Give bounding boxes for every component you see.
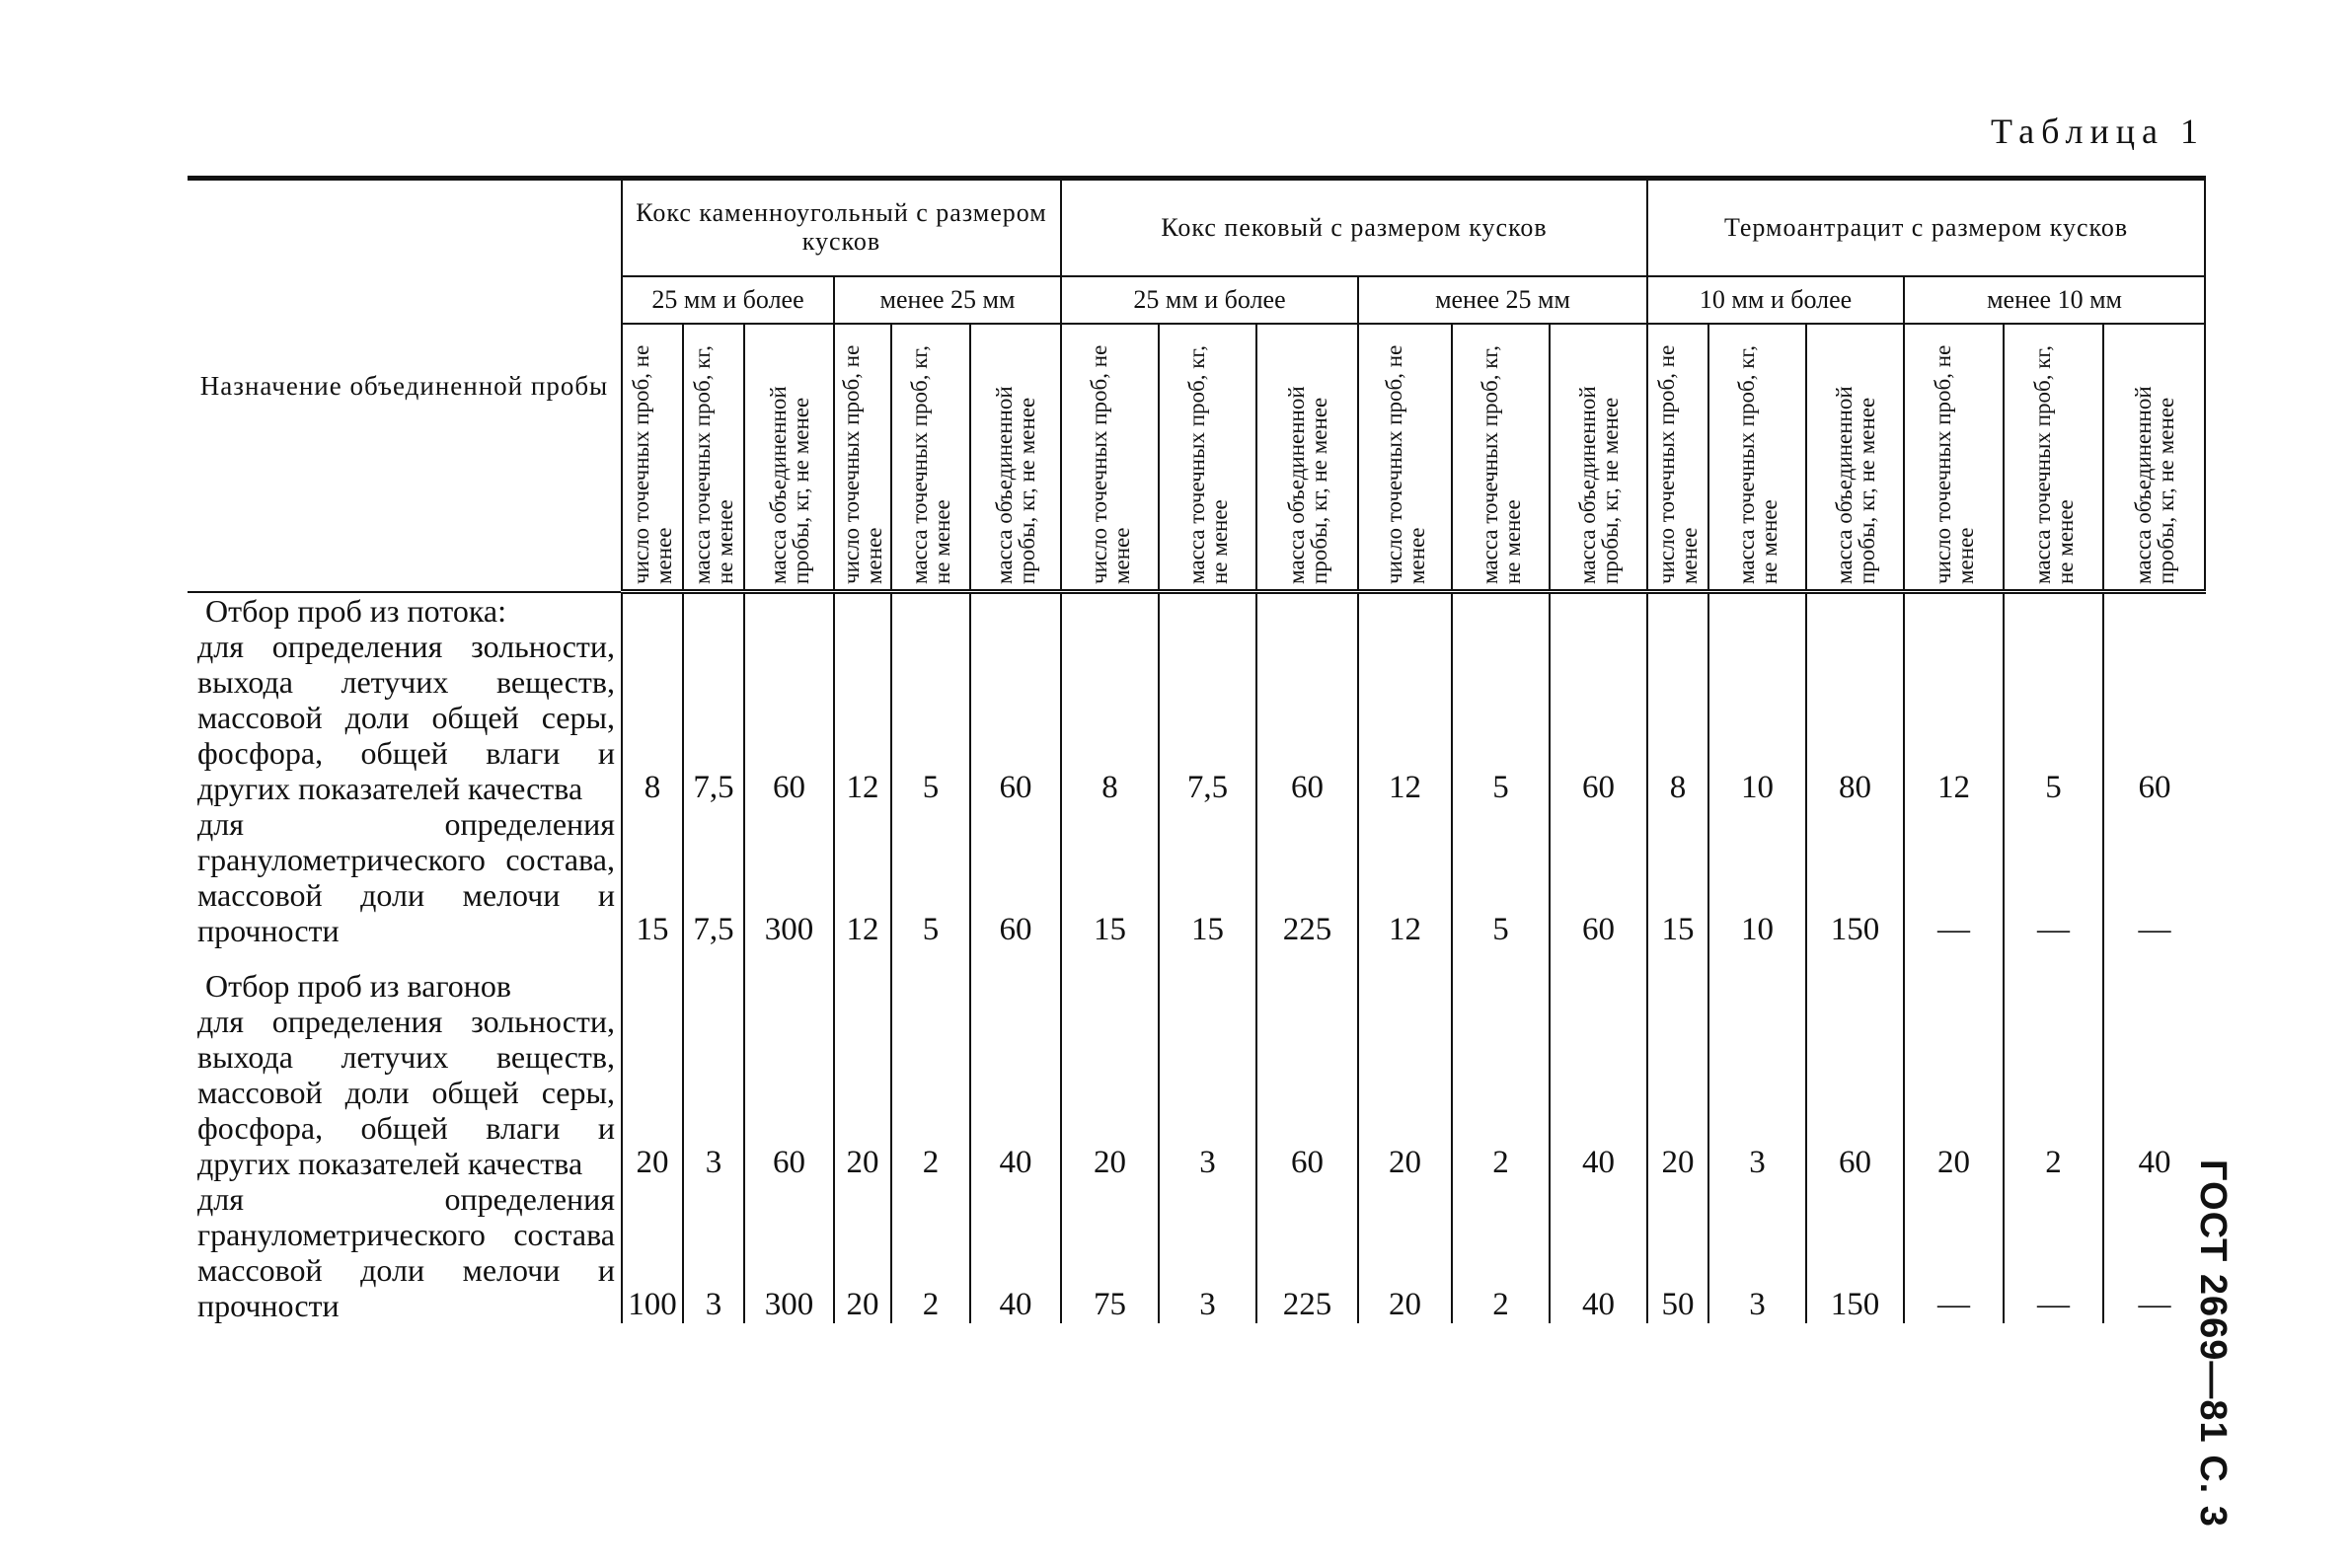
value-cell: 12 (1358, 629, 1452, 806)
empty-cell (1550, 948, 1647, 968)
value-cell: 60 (1550, 629, 1647, 806)
value-cell: 60 (744, 629, 834, 806)
value-cell: 20 (1358, 1004, 1452, 1181)
empty-cell (622, 948, 683, 968)
value-cell: 225 (1256, 806, 1358, 948)
value-cell: 60 (970, 806, 1061, 948)
value-cell: 300 (744, 806, 834, 948)
param-header-text: число точечных проб, не менее (1086, 344, 1134, 584)
value-cell: 5 (1452, 629, 1550, 806)
param-header (1708, 324, 1806, 592)
empty-cell (622, 592, 683, 629)
empty-cell (970, 592, 1061, 629)
empty-cell (2103, 968, 2205, 1004)
value-cell: 40 (2103, 1004, 2205, 1181)
empty-cell (1647, 968, 1708, 1004)
empty-cell (1708, 948, 1806, 968)
param-header (1806, 324, 1904, 592)
value-cell: 3 (1708, 1181, 1806, 1323)
size-header: менее 25 мм (1358, 276, 1647, 324)
section-heading (188, 968, 622, 1004)
table-row (188, 1004, 2205, 1181)
value-cell: 5 (891, 629, 970, 806)
empty-cell (2004, 592, 2103, 629)
empty-cell (1452, 968, 1550, 1004)
param-header (1358, 324, 1452, 592)
empty-cell (970, 968, 1061, 1004)
empty-cell (1256, 948, 1358, 968)
section-heading (188, 592, 622, 629)
value-cell: 150 (1806, 1181, 1904, 1323)
param-header (1256, 324, 1358, 592)
param-header-text: масса объединенной пробы, кг, не менее (992, 385, 1039, 584)
param-header-text: масса объединенной пробы, кг, не менее (2130, 385, 2178, 584)
value-cell: — (2103, 1181, 2205, 1323)
size-header: 10 мм и более (1647, 276, 1904, 324)
value-cell: 10 (1708, 806, 1806, 948)
param-header-text: масса объединенной пробы, кг, не менее (1283, 385, 1331, 584)
value-cell: 3 (1159, 1181, 1256, 1323)
empty-cell (834, 592, 891, 629)
value-cell: 2 (1452, 1181, 1550, 1323)
param-header-text: число точечных проб, не менее (839, 344, 886, 584)
param-header-text: число точечных проб, не менее (1930, 344, 1978, 584)
value-cell: 20 (1358, 1181, 1452, 1323)
value-cell: 15 (1647, 806, 1708, 948)
value-cell: 60 (2103, 629, 2205, 806)
empty-cell (744, 948, 834, 968)
empty-cell (891, 968, 970, 1004)
value-cell: — (1904, 806, 2004, 948)
param-header-text: масса точечных проб, кг, не менее (690, 344, 737, 584)
empty-cell (1159, 948, 1256, 968)
empty-cell (891, 948, 970, 968)
value-cell: 8 (1647, 629, 1708, 806)
empty-cell (834, 948, 891, 968)
param-header (1550, 324, 1647, 592)
param-header-text: масса точечных проб, кг, не менее (1733, 344, 1782, 584)
value-cell: 20 (1647, 1004, 1708, 1181)
value-cell: 3 (1159, 1004, 1256, 1181)
value-cell: 3 (1708, 1004, 1806, 1181)
group-header-thermoanthracite: Термоантрацит с размером кусков (1647, 179, 2205, 277)
name-header: Назначение объединенной пробы (188, 179, 622, 592)
empty-cell (1904, 968, 2004, 1004)
empty-cell (2103, 592, 2205, 629)
param-header-text: масса точечных проб, кг, не менее (907, 344, 954, 584)
section-heading-text: Отбор проб из потока: (205, 592, 506, 629)
empty-cell (970, 948, 1061, 968)
row-label: для определения зольности, выхода летучих веществ, массовой доли общей серы, фосфора, общей влаги и других показателей качества (197, 628, 615, 806)
row-label: для определения гранулометрического состава массовой доли мелочи и прочности (197, 1180, 615, 1323)
empty-cell (1358, 592, 1452, 629)
param-header (891, 324, 970, 592)
empty-cell (1904, 592, 2004, 629)
value-cell: 150 (1806, 806, 1904, 948)
value-cell: 3 (683, 1004, 744, 1181)
value-cell: 20 (622, 1004, 683, 1181)
param-header (834, 324, 891, 592)
value-cell: 12 (834, 806, 891, 948)
param-header-text: масса объединенной пробы, кг, не менее (765, 385, 813, 584)
empty-cell (1061, 948, 1159, 968)
table-row (188, 629, 2205, 806)
empty-cell (1550, 968, 1647, 1004)
value-cell: 15 (1159, 806, 1256, 948)
table-row (188, 806, 2205, 948)
value-cell: 80 (1806, 629, 1904, 806)
page-side-label: ГОСТ 2669—81 С. 3 (2192, 1159, 2234, 1528)
section-heading-text: Отбор проб из вагонов (205, 967, 511, 1004)
value-cell: 2 (891, 1181, 970, 1323)
empty-cell (1708, 968, 1806, 1004)
value-cell: 3 (683, 1181, 744, 1323)
empty-cell (744, 592, 834, 629)
empty-cell (1358, 968, 1452, 1004)
value-cell: 20 (834, 1004, 891, 1181)
value-cell: 7,5 (683, 629, 744, 806)
empty-cell (683, 948, 744, 968)
sampling-table (188, 176, 2206, 1323)
param-header (683, 324, 744, 592)
value-cell: 8 (1061, 629, 1159, 806)
value-cell: 5 (1452, 806, 1550, 948)
value-cell: 60 (1550, 806, 1647, 948)
value-cell: 20 (1061, 1004, 1159, 1181)
value-cell: 10 (1708, 629, 1806, 806)
row-label: для определения гранулометрического состава, массовой доли мелочи и прочности (197, 805, 615, 948)
empty-cell (1061, 592, 1159, 629)
empty-cell (744, 968, 834, 1004)
value-cell: 40 (970, 1004, 1061, 1181)
value-cell: — (2103, 806, 2205, 948)
empty-cell (1159, 592, 1256, 629)
size-header: 25 мм и более (622, 276, 834, 324)
param-header-text: масса точечных проб, кг, не менее (2029, 344, 2078, 584)
section-gap (188, 948, 2205, 968)
param-header-text: масса объединенной пробы, кг, не менее (1831, 385, 1879, 584)
value-cell: — (1904, 1181, 2004, 1323)
empty-cell (2004, 948, 2103, 968)
value-cell: — (2004, 806, 2103, 948)
param-header (622, 324, 683, 592)
empty-cell (1647, 948, 1708, 968)
empty-cell (2004, 968, 2103, 1004)
group-header-coal-coke: Кокс каменноугольный с размером кусков (622, 179, 1061, 277)
value-cell: 20 (834, 1181, 891, 1323)
empty-cell (1806, 592, 1904, 629)
value-cell: 5 (891, 806, 970, 948)
value-cell: 40 (1550, 1181, 1647, 1323)
empty-cell (1806, 948, 1904, 968)
value-cell: 40 (970, 1181, 1061, 1323)
empty-cell (188, 948, 622, 968)
value-cell: 300 (744, 1181, 834, 1323)
empty-cell (1806, 968, 1904, 1004)
empty-cell (1256, 968, 1358, 1004)
empty-cell (834, 968, 891, 1004)
param-header (970, 324, 1061, 592)
param-header (1159, 324, 1256, 592)
table-body (188, 592, 2205, 1323)
section-heading-row (188, 592, 2205, 629)
param-header-text: масса точечных проб, кг, не менее (1183, 344, 1232, 584)
value-cell: 100 (622, 1181, 683, 1323)
header-row-groups (188, 179, 2205, 277)
size-header: менее 10 мм (1904, 276, 2205, 324)
value-cell: 7,5 (683, 806, 744, 948)
empty-cell (1256, 592, 1358, 629)
param-header-text: масса объединенной пробы, кг, не менее (1574, 385, 1623, 584)
param-header (1904, 324, 2004, 592)
value-cell: 50 (1647, 1181, 1708, 1323)
value-cell: 12 (1358, 806, 1452, 948)
empty-cell (622, 968, 683, 1004)
empty-cell (891, 592, 970, 629)
group-header-pitch-coke: Кокс пековый с размером кусков (1061, 179, 1647, 277)
value-cell: 2 (891, 1004, 970, 1181)
empty-cell (1159, 968, 1256, 1004)
param-header (1061, 324, 1159, 592)
value-cell: 12 (834, 629, 891, 806)
empty-cell (2103, 948, 2205, 968)
empty-cell (683, 968, 744, 1004)
empty-cell (1550, 592, 1647, 629)
value-cell: 75 (1061, 1181, 1159, 1323)
param-header-text: число точечных проб, не менее (1654, 344, 1703, 584)
value-cell: 7,5 (1159, 629, 1256, 806)
param-header-text: масса точечных проб, кг, не менее (1477, 344, 1525, 584)
param-header (2004, 324, 2103, 592)
param-header-text: число точечных проб, не менее (629, 344, 676, 584)
param-header (2103, 324, 2205, 592)
empty-cell (1061, 968, 1159, 1004)
value-cell: — (2004, 1181, 2103, 1323)
empty-cell (1647, 592, 1708, 629)
size-header: менее 25 мм (834, 276, 1061, 324)
value-cell: 60 (970, 629, 1061, 806)
param-header-text: число точечных проб, не менее (1381, 344, 1429, 584)
value-cell: 40 (1550, 1004, 1647, 1181)
value-cell: 60 (1256, 1004, 1358, 1181)
value-cell: 8 (622, 629, 683, 806)
value-cell: 60 (1256, 629, 1358, 806)
value-cell: 2 (1452, 1004, 1550, 1181)
value-cell: 15 (622, 806, 683, 948)
value-cell: 2 (2004, 1004, 2103, 1181)
value-cell: 5 (2004, 629, 2103, 806)
param-header (1647, 324, 1708, 592)
value-cell: 12 (1904, 629, 2004, 806)
empty-cell (1904, 948, 2004, 968)
value-cell: 60 (1806, 1004, 1904, 1181)
param-header (744, 324, 834, 592)
empty-cell (683, 592, 744, 629)
section-heading-row (188, 968, 2205, 1004)
empty-cell (1358, 948, 1452, 968)
row-label: для определения зольности, выхода летучих веществ, массовой доли общей серы, фосфора, общей влаги и других показателей качества (197, 1003, 615, 1181)
size-header: 25 мм и более (1061, 276, 1358, 324)
table-caption: Таблица 1 (1991, 112, 2205, 151)
value-cell: 60 (744, 1004, 834, 1181)
value-cell: 225 (1256, 1181, 1358, 1323)
empty-cell (1708, 592, 1806, 629)
table-row (188, 1181, 2205, 1323)
param-header (1452, 324, 1550, 592)
empty-cell (1452, 948, 1550, 968)
value-cell: 20 (1904, 1004, 2004, 1181)
value-cell: 15 (1061, 806, 1159, 948)
empty-cell (1452, 592, 1550, 629)
